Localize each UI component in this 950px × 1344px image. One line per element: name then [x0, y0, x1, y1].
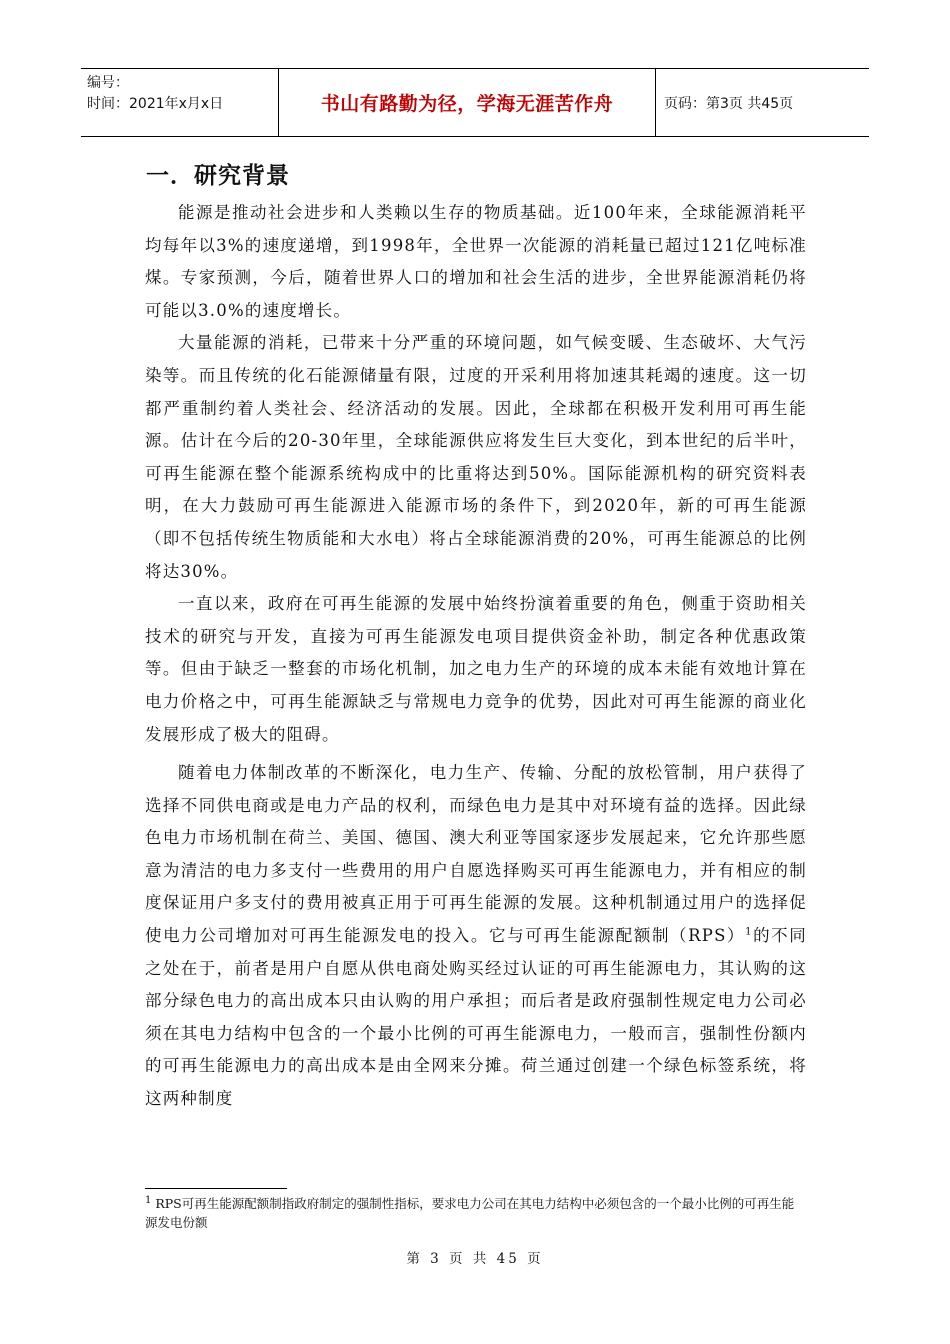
header-number-label: 编号： — [87, 75, 129, 91]
header-page-info: 页码：第3页 共45页 — [664, 95, 794, 112]
body-text — [145, 197, 807, 1116]
paragraph-4-part-b: 的不同之处在于，前者是用户自愿从供电商处购买经过认证的可再生能源电力，其认购的这部分绿色电力的高出成本只由认购的用户承担；而后者是政府强制性规定电力公司必须在其电力结构中包含的一个最小比例的可再生能源电力，一般而言，强制性份额内的可再生能源电力的高出成本是由全网来分摊。荷兰通过创建一个绿色标签系统，将这两种制度 — [145, 926, 807, 1109]
header-meta-cell — [81, 69, 279, 136]
footnote-divider — [145, 1188, 287, 1189]
header-date-label: 时间：2021年x月x日 — [87, 96, 224, 112]
footnote — [145, 1194, 805, 1232]
paragraph-2: 大量能源的消耗，已带来十分严重的环境问题，如气候变暖、生态破坏、大气污染等。而且传统的化石能源储量有限，过度的开采利用将加速其耗竭的速度。这一切都严重制约着人类社会、经济活动的发展。因此，全球都在积极开发利用可再生能源。估计在今后的20-30年里，全球能源供应将发生巨大变化，到本世纪的后半叶，可再生能源在整个能源系统构成中的比重将达到50%。国际能源机构的研究资料表明，在大力鼓励可再生能源进入能源市场的条件下，到2020年，新的可再生能源（即不包括传统生物质能和大水电）将占全球能源消费的20%，可再生能源总的比例将达30%。 — [145, 333, 807, 581]
header-motto: 书山有路勤为径，学海无涯苦作舟 — [279, 69, 656, 136]
footnote-reference[interactable]: 1 — [745, 926, 753, 938]
section-title: 一．研究背景 — [146, 163, 290, 189]
paragraph-1: 能源是推动社会进步和人类赖以生存的物质基础。近100年来，全球能源消耗平均每年以3%的速度递增，到1998年，全世界一次能源的消耗量已超过121亿吨标准煤。专家预测，今后，随着世界人口的增加和社会生活的进步，全世界能源消耗仍将可能以3.0%的速度增长。 — [145, 203, 807, 320]
paragraph-3: 一直以来，政府在可再生能源的发展中始终扮演着重要的角色，侧重于资助相关技术的研究与开发，直接为可再生能源发电项目提供资金补助，制定各种优惠政策等。但由于缺乏一整套的市场化机制，加之电力生产的环境的成本未能有效地计算在电力价格之中，可再生能源缺乏与常规电力竞争的优势，因此对可再生能源的商业化发展形成了极大的阻碍。 — [145, 594, 807, 744]
footnote-text: RPS可再生能源配额制指政府制定的强制性指标，要求电力公司在其电力结构中必须包含的一个最小比例的可再生能源发电份额 — [145, 1196, 795, 1230]
paragraph-4 — [145, 757, 807, 1116]
paragraph-4-part-a: 随着电力体制改革的不断深化，电力生产、传输、分配的放松管制，用户获得了选择不同供电商或是电力产品的权利，而绿色电力是其中对环境有益的选择。因此绿色电力市场机制在荷兰、美国、德国、澳大利亚等国家逐步发展起来，它允许那些愿意为清洁的电力多支付一些费用的用户自愿选择购买可再生能源电力，并有相应的制度保证用户多支付的费用被真正用于可再生能源的发展。这种机制通过用户的选择促使电力公司增加对可再生能源发电的投入。它与可再生能源配额制（RPS） — [145, 763, 807, 946]
page-footer: 第 3 页 共 45 页 — [406, 1251, 544, 1267]
document-header — [81, 68, 869, 137]
footnote-mark: 1 — [145, 1194, 152, 1206]
